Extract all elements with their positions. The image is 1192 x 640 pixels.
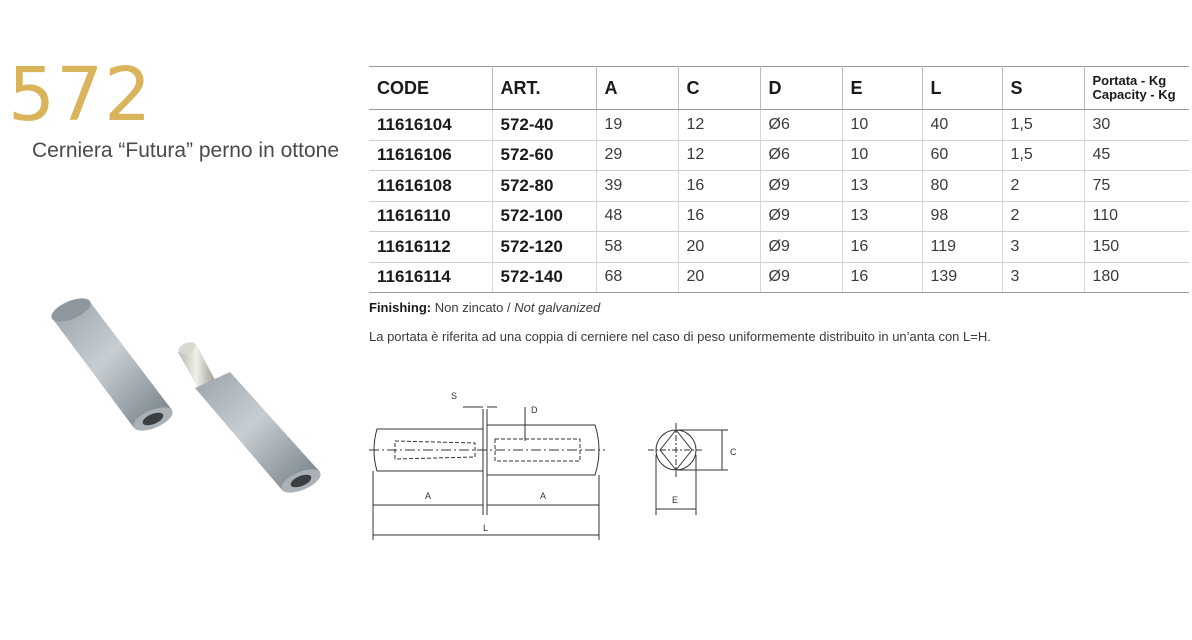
finishing-label: Finishing: (369, 300, 432, 315)
section-drawing (640, 405, 750, 525)
cell-e: 13 (842, 171, 922, 202)
cell-a: 58 (596, 232, 678, 263)
cell-s: 3 (1002, 232, 1084, 263)
hinge-right-part (177, 340, 324, 498)
cell-l: 139 (922, 262, 1002, 293)
table-row (369, 171, 1189, 202)
finishing-separator: / (507, 300, 511, 315)
header-s: S (1002, 67, 1084, 110)
hinge-photo (30, 290, 330, 510)
header-e: E (842, 67, 922, 110)
cell-capacity: 30 (1084, 110, 1189, 141)
cell-c: 20 (678, 262, 760, 293)
cell-c: 12 (678, 110, 760, 141)
cell-a: 39 (596, 171, 678, 202)
drawing-label-s: S (451, 391, 458, 401)
cell-capacity: 45 (1084, 140, 1189, 171)
cell-code: 11616106 (369, 140, 492, 171)
table-row (369, 201, 1189, 232)
cell-d: Ø9 (760, 232, 842, 263)
cell-e: 16 (842, 262, 922, 293)
cell-c: 12 (678, 140, 760, 171)
finishing-english: Not galvanized (514, 300, 601, 315)
capacity-note: La portata è riferita ad una coppia di cerniere nel caso di peso uniformemente distribuito in un’anta con L=H. (369, 329, 991, 344)
cell-capacity: 150 (1084, 232, 1189, 263)
cell-d: Ø9 (760, 171, 842, 202)
header-c: C (678, 67, 760, 110)
cell-art: 572-140 (492, 262, 596, 293)
cell-art: 572-120 (492, 232, 596, 263)
cell-e: 13 (842, 201, 922, 232)
product-title: Cerniera “Futura” perno in ottone (32, 139, 339, 162)
drawing-label-l: L (483, 523, 489, 533)
finishing-line (369, 300, 600, 315)
cell-s: 3 (1002, 262, 1084, 293)
cell-code: 11616108 (369, 171, 492, 202)
cell-e: 10 (842, 110, 922, 141)
cell-l: 80 (922, 171, 1002, 202)
spec-table (369, 66, 1189, 293)
cell-capacity: 180 (1084, 262, 1189, 293)
cell-code: 11616110 (369, 201, 492, 232)
drawing-label-a-right: A (540, 491, 547, 501)
table-row (369, 110, 1189, 141)
header-capacity-en: Capacity - Kg (1092, 87, 1176, 102)
table-row (369, 232, 1189, 263)
cell-c: 20 (678, 232, 760, 263)
table-row (369, 140, 1189, 171)
cell-c: 16 (678, 171, 760, 202)
cell-c: 16 (678, 201, 760, 232)
cell-art: 572-100 (492, 201, 596, 232)
cell-s: 2 (1002, 171, 1084, 202)
cell-e: 16 (842, 232, 922, 263)
drawing-label-e: E (672, 495, 679, 505)
hinge-left-part (48, 294, 176, 436)
cell-capacity: 110 (1084, 201, 1189, 232)
cell-e: 10 (842, 140, 922, 171)
cell-code: 11616104 (369, 110, 492, 141)
header-d: D (760, 67, 842, 110)
model-number: 572 (8, 52, 153, 138)
cell-a: 48 (596, 201, 678, 232)
finishing-italian: Non zincato (434, 300, 504, 315)
cell-art: 572-60 (492, 140, 596, 171)
cell-a: 19 (596, 110, 678, 141)
table-row (369, 262, 1189, 293)
cell-code: 11616114 (369, 262, 492, 293)
cell-a: 68 (596, 262, 678, 293)
cell-l: 119 (922, 232, 1002, 263)
technical-drawing (365, 385, 615, 545)
cell-l: 60 (922, 140, 1002, 171)
cell-d: Ø9 (760, 262, 842, 293)
cell-s: 1,5 (1002, 140, 1084, 171)
cell-a: 29 (596, 140, 678, 171)
cell-s: 1,5 (1002, 110, 1084, 141)
cell-art: 572-80 (492, 171, 596, 202)
cell-l: 40 (922, 110, 1002, 141)
cell-d: Ø9 (760, 201, 842, 232)
cell-l: 98 (922, 201, 1002, 232)
header-capacity (1084, 67, 1189, 110)
cell-code: 11616112 (369, 232, 492, 263)
header-capacity-it: Portata - Kg (1092, 73, 1167, 88)
cell-s: 2 (1002, 201, 1084, 232)
header-art: ART. (492, 67, 596, 110)
cell-d: Ø6 (760, 140, 842, 171)
table-header-row (369, 67, 1189, 110)
header-l: L (922, 67, 1002, 110)
drawing-label-c: C (730, 447, 737, 457)
header-code: CODE (369, 67, 492, 110)
header-a: A (596, 67, 678, 110)
cell-art: 572-40 (492, 110, 596, 141)
cell-capacity: 75 (1084, 171, 1189, 202)
drawing-label-d: D (531, 405, 538, 415)
drawing-label-a-left: A (425, 491, 432, 501)
cell-d: Ø6 (760, 110, 842, 141)
